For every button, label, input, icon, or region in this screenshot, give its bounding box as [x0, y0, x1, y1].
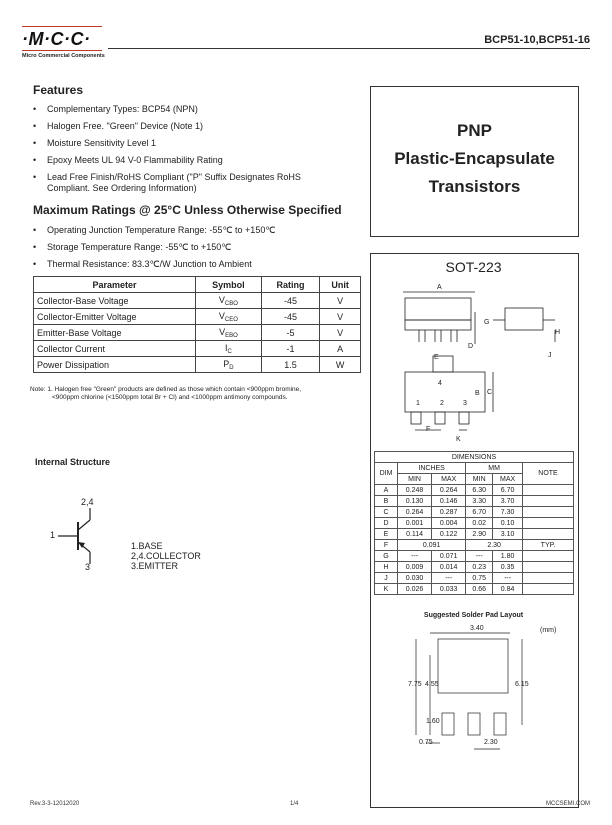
symbol-cell: $P_D$ — [196, 357, 262, 373]
table-row: D 0.001 0.004 0.02 0.10 — [375, 518, 574, 529]
label-h: H — [555, 329, 561, 336]
package-outline-drawing — [375, 282, 575, 447]
dim-075: 0.75 — [419, 739, 433, 746]
label-e: E — [434, 354, 439, 361]
pin-label-top: 2,4 — [81, 497, 94, 507]
feature-item: • Epoxy Meets UL 94 V-0 Flammability Rating — [33, 155, 343, 166]
dim-340: 3.40 — [470, 625, 484, 632]
logo-bottom-bar — [22, 50, 102, 51]
table-row — [34, 293, 361, 309]
unit-cell: V — [320, 325, 361, 341]
param-cell: Collector Current — [34, 341, 196, 357]
table-row: H 0.009 0.014 0.23 0.35 — [375, 562, 574, 573]
features-title: Features — [33, 83, 84, 97]
label-d: D — [468, 343, 474, 350]
rating-cell: -45 — [261, 293, 319, 309]
col-rating: Rating — [261, 277, 319, 293]
body-side — [405, 298, 471, 320]
unit-cell: W — [320, 357, 361, 373]
pad-1 — [442, 713, 454, 735]
label-pin-3: 3 — [463, 400, 467, 407]
note-header: NOTE — [523, 463, 574, 485]
legend-collector: 2,4.COLLECTOR — [131, 551, 201, 561]
table-row — [34, 309, 361, 325]
col-parameter: Parameter — [34, 277, 196, 293]
features-list — [33, 104, 343, 200]
rating-cell: -1 — [261, 341, 319, 357]
label-k: K — [456, 436, 461, 443]
table-row: C 0.264 0.287 6.70 7.30 — [375, 507, 574, 518]
unit-mm: (mm) — [540, 627, 557, 634]
halogen-note — [30, 386, 370, 402]
title-line-2: Plastic-Encapsulate — [394, 149, 555, 168]
param-cell: Collector-Emitter Voltage — [34, 309, 196, 325]
label-g: G — [484, 319, 490, 326]
logo-top-bar — [22, 26, 102, 27]
body-profile — [505, 308, 543, 330]
feature-item: • Halogen Free. "Green" Device (Note 1) — [33, 121, 343, 132]
legend-base: 1.BASE — [131, 541, 163, 551]
package-name: SOT-223 — [445, 259, 502, 275]
unit-cell: V — [320, 293, 361, 309]
ratings-list — [33, 225, 353, 276]
table-row — [34, 341, 361, 357]
rating-item: • Thermal Resistance: 83.3℃/W Junction to Ambient — [33, 259, 353, 270]
label-c: C — [487, 389, 493, 396]
symbol-cell: $V_{CEO}$ — [196, 309, 262, 325]
pad-tab — [438, 639, 508, 693]
rating-item: • Operating Junction Temperature Range: -55℃ to +150℃ — [33, 225, 353, 236]
table-row — [34, 357, 361, 373]
max-header: MAX — [432, 474, 466, 485]
param-cell: Collector-Base Voltage — [34, 293, 196, 309]
table-row: K 0.026 0.033 0.66 0.84 — [375, 584, 574, 595]
solder-pad-drawing — [400, 625, 540, 755]
title-box — [370, 86, 579, 237]
pin-label-left: 1 — [50, 530, 56, 540]
label-pin-1: 1 — [416, 400, 420, 407]
unit-cell: V — [320, 309, 361, 325]
header-divider — [108, 48, 590, 49]
website: MCCSEMI.COM — [546, 801, 590, 807]
dimensions-table — [374, 451, 574, 595]
max-header: MAX — [493, 474, 523, 485]
dim-455: 4.55 — [425, 681, 439, 688]
min-header: MIN — [398, 474, 432, 485]
pin-legend — [131, 541, 201, 571]
label-f: F — [426, 426, 431, 433]
label-b: B — [475, 390, 480, 397]
pad-2 — [468, 713, 480, 735]
table-row: F 0.091 2.30 TYP. — [375, 540, 574, 551]
feature-item: • Moisture Sensitivity Level 1 — [33, 138, 343, 149]
label-pin-4: 4 — [438, 380, 442, 387]
pin-label-bottom: 3 — [85, 562, 91, 572]
title-line-3: Transistors — [428, 177, 521, 196]
solder-pad-title: Suggested Solder Pad Layout — [423, 612, 524, 619]
mm-header: MM — [466, 463, 523, 474]
label-j: J — [548, 352, 552, 359]
unit-cell: A — [320, 341, 361, 357]
table-row: J 0.030 --- 0.75 --- — [375, 573, 574, 584]
symbol-cell: $I_C$ — [196, 341, 262, 357]
part-numbers: BCP51-10,BCP51-16 — [484, 34, 590, 46]
dim-615: 6.15 — [515, 681, 529, 688]
table-row — [34, 325, 361, 341]
symbol-cell: $V_{CBO}$ — [196, 293, 262, 309]
table-row: B 0.130 0.146 3.30 3.70 — [375, 496, 574, 507]
col-symbol: Symbol — [196, 277, 262, 293]
dim-230: 2.30 — [484, 739, 498, 746]
rating-cell: -5 — [261, 325, 319, 341]
internal-structure-title: Internal Structure — [35, 457, 111, 467]
dim-775: 7.75 — [408, 681, 422, 688]
label-a: A — [437, 284, 442, 291]
min-header: MIN — [466, 474, 493, 485]
body-bottom — [405, 320, 471, 330]
col-unit: Unit — [320, 277, 361, 293]
title-line-1: PNP — [457, 121, 492, 140]
note-line-2: <900ppm chlorine (<1500ppm total Br + Cl) and <1000ppm antimony compounds. — [52, 394, 288, 401]
collector-lead — [78, 520, 90, 530]
page-number: 1/4 — [290, 801, 299, 807]
param-cell: Power Dissipation — [34, 357, 196, 373]
logo-subtitle: Micro Commercial Components — [22, 53, 105, 59]
feature-item: • Lead Free Finish/RoHS Compliant ("P" Suffix Designates RoHS Compliant. See Ordering Information) — [33, 172, 343, 194]
rating-item: • Storage Temperature Range: -55℃ to +150℃ — [33, 242, 353, 253]
rating-cell: 1.5 — [261, 357, 319, 373]
inches-header: INCHES — [398, 463, 466, 474]
label-pin-2: 2 — [440, 400, 444, 407]
dim-header: DIM — [375, 463, 398, 485]
table-row: G --- 0.071 --- 1.80 — [375, 551, 574, 562]
pad-3 — [494, 713, 506, 735]
rating-cell: -45 — [261, 309, 319, 325]
table-row: A 0.248 0.264 6.30 6.70 — [375, 485, 574, 496]
feature-item: • Complementary Types: BCP54 (NPN) — [33, 104, 343, 115]
legend-emitter: 3.EMITTER — [131, 561, 179, 571]
dim-160: 1.60 — [426, 718, 440, 725]
mcc-logo: ·M·C·C· — [22, 29, 91, 49]
note-line-1: Note: 1. Halogen free "Green" products are defined as those which contain <900ppm bromine, — [30, 386, 302, 393]
dimensions-title: DIMENSIONS — [375, 452, 574, 463]
param-cell: Emitter-Base Voltage — [34, 325, 196, 341]
table-row: E 0.114 0.122 2.90 3.10 — [375, 529, 574, 540]
symbol-cell: $V_{EBO}$ — [196, 325, 262, 341]
revision: Rev.3-3-12012020 — [30, 801, 80, 807]
max-ratings-table — [33, 276, 361, 373]
ratings-title: Maximum Ratings @ 25°C Unless Otherwise Specified — [33, 203, 342, 217]
